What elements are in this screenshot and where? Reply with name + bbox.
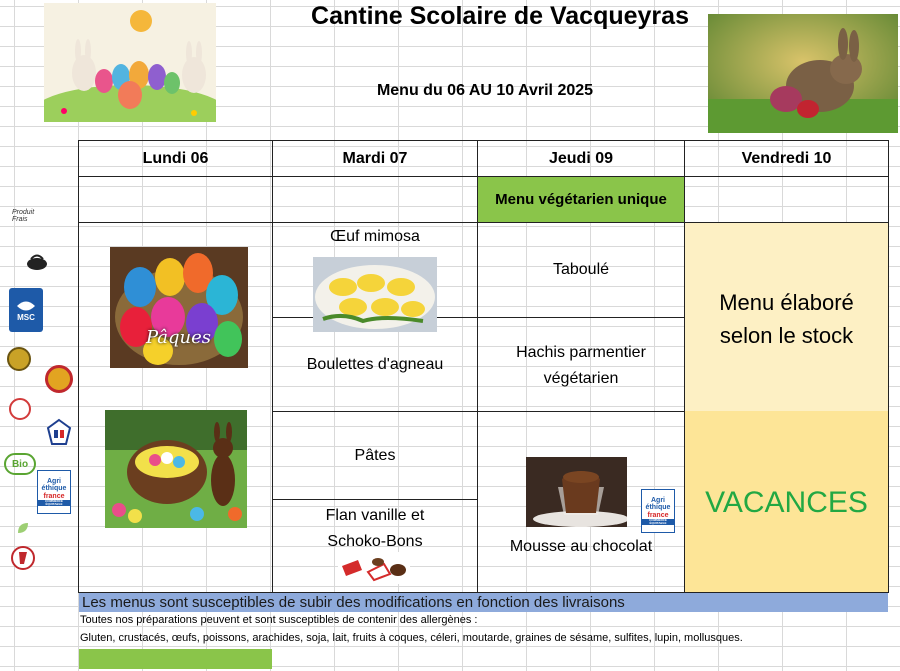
mardi-dessert-line1: Flan vanille et <box>325 507 425 524</box>
schoko-bons-photo <box>338 552 410 584</box>
rabbit-with-eggs-photo <box>708 14 898 133</box>
day-header-jeudi: Jeudi 09 <box>548 149 614 167</box>
mardi-dessert <box>273 503 477 555</box>
vendredi-menu <box>685 286 888 352</box>
label-rouge-logo <box>11 546 35 570</box>
jeudi-plat-line1: Hachis parmentier <box>516 344 646 361</box>
bio-logo: Bio <box>4 453 36 475</box>
agri-ethique-logo: Agri éthique france COMMERCE ÉQUITABLE <box>37 470 71 514</box>
leaf-icon <box>16 521 30 535</box>
allergen-list: Gluten, crustacés, œufs, poissons, arachides, soja, lait, fruits à coques, céleri, moutarde, graines de sésame, sulfites, lupin, mollusques. <box>80 632 743 644</box>
label-rouge-seal-logo <box>9 398 31 420</box>
jeudi-entree: Taboulé <box>552 261 610 279</box>
day-header-vendredi: Vendredi 10 <box>741 149 832 167</box>
mardi-dessert-line2: Schoko-Bons <box>327 533 423 550</box>
vegetarian-menu-tag: Menu végétarien unique <box>478 177 684 222</box>
produit-frais-logo: Produit Frais <box>12 209 35 223</box>
mardi-plat: Boulettes d'agneau <box>306 355 444 373</box>
paques-eggs-photo <box>110 247 248 368</box>
jeudi-plat-line2: végétarien <box>543 370 619 387</box>
vendredi-menu-line1: Menu élaboré <box>719 290 854 315</box>
vacances-label: VACANCES <box>705 486 868 519</box>
cooking-pot-icon <box>25 250 49 272</box>
vendredi-menu-line2: selon le stock <box>719 323 854 348</box>
jeudi-dessert: Mousse au chocolat <box>509 538 653 556</box>
mardi-accompagnement: Pâtes <box>354 446 396 464</box>
paques-label: Pâques <box>146 327 212 348</box>
menu-week-subtitle: Menu du 06 AU 10 Avril 2025 <box>376 82 594 99</box>
allergen-intro: Toutes nos préparations peuvent et sont susceptibles de contenir des allergènes : <box>80 614 478 626</box>
page-title: Cantine Scolaire de Vacqueyras <box>311 2 689 30</box>
aop-seal-logo <box>45 365 73 393</box>
day-header-lundi: Lundi 06 <box>142 149 209 167</box>
mousse-chocolat-photo <box>526 457 627 527</box>
origine-france-logo <box>46 418 72 446</box>
mardi-entree: Œuf mimosa <box>330 228 420 246</box>
easter-bunny-illustration <box>44 3 216 122</box>
green-bar <box>79 649 272 669</box>
modifications-notice: Les menus sont susceptibles de subir des modifications en fonction des livraisons <box>79 593 888 612</box>
column-divider <box>684 140 685 593</box>
jeudi-plat <box>478 340 684 392</box>
msc-label-logo: MSC <box>9 288 43 332</box>
agri-ethique-logo: Agri éthique france COMMERCE ÉQUITABLE <box>641 489 675 533</box>
day-header-mardi: Mardi 07 <box>342 149 408 167</box>
aoc-seal-logo <box>7 347 31 371</box>
row-divider <box>272 499 477 500</box>
chocolate-bunny-eggs-photo <box>105 410 247 528</box>
